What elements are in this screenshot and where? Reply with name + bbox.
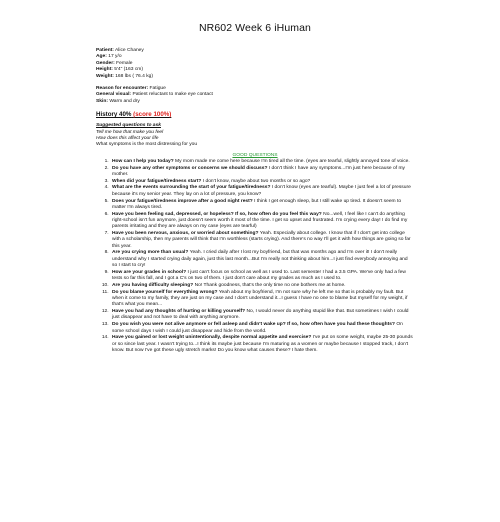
- answer-text: On some school days I wish I could just disappear and hide from the world.: [112, 322, 403, 334]
- question-item: [110, 166, 414, 179]
- answer-text: I don't know, maybe about two months or so ago?: [201, 178, 311, 184]
- info-label: Skin:: [96, 98, 108, 104]
- good-questions-heading: GOOD QUESTIONS: [232, 152, 278, 158]
- question-text: Have you been feeling sad, depressed, or hopeless? If so, how often do you feel this way?: [112, 211, 322, 217]
- question-item: [110, 309, 414, 322]
- suggested-questions-heading: Suggested questions to ask: [96, 123, 161, 129]
- answer-text: I just can't focus on school as well as I used to. Last semester I had a 3.5 GPA. We've only had a few tests so far this fall, and I got a C's on two of them. I just don't care about my grades as much as I used to.: [112, 269, 406, 282]
- answer-text: Yeah. I cried daily after I lost my boyfriend, but that was months ago and I'm over it! I don't really understand why I started crying daily again, just this last month...But I'm really not thinking about him...I just find everybody annoying and so I start to cry!: [112, 250, 408, 269]
- question-text: How can I help you today?: [112, 158, 174, 164]
- history-label: History 40%: [96, 111, 132, 119]
- question-text: Does your fatigue/tiredness improve after a good night rest?: [112, 198, 253, 204]
- info-value: Fatigue: [149, 86, 166, 92]
- question-item: [110, 322, 414, 335]
- info-row: [96, 99, 414, 105]
- info-label: Patient:: [96, 48, 114, 53]
- question-text: Do you have any other symptoms or concerns we should discuss?: [112, 165, 268, 171]
- question-item: [110, 199, 414, 212]
- document-page: [0, 22, 500, 522]
- question-text: What are the events surrounding the start of your fatigue/tiredness?: [112, 185, 271, 191]
- question-text: Have you had any thoughts of hurting or killing yourself?: [112, 309, 246, 315]
- info-value: 168 lbs ( 76.4 kg): [115, 73, 153, 79]
- question-item: [110, 270, 414, 283]
- info-value: Female: [116, 60, 133, 66]
- question-item: [110, 335, 414, 354]
- question-item: [110, 283, 414, 289]
- answer-text: No, I would never do anything stupid like that. But sometimes I wish I could just disappear and not have to deal with anything anymore.: [112, 309, 409, 321]
- question-text: Do you wish you were not alive anymore or fell asleep and didn't wake up? If so, how often have you had these thoughts?: [112, 322, 395, 328]
- info-label: Reason for encounter:: [96, 86, 149, 92]
- info-label: Weight:: [96, 73, 114, 79]
- info-label: Height:: [96, 67, 113, 73]
- question-item: [110, 231, 414, 250]
- info-label: General visual:: [96, 92, 132, 98]
- suggested-question: What symptoms is the most distressing for you: [96, 142, 198, 148]
- answer-text: My mom made me come here because I'm tired all the time. (eyes are tearful, slightly annoyed tone of voice.: [173, 158, 410, 164]
- info-value: 17 y/o: [108, 54, 122, 60]
- answer-text: Yeah. Especially about college. I know that if I don't get into college with a scholarship, then my parents will think that I'm worthless (starts crying). And there's no way I'll get it with how things are going so far this year.: [112, 231, 411, 249]
- question-text: Are you crying more than usual?: [112, 250, 189, 256]
- question-text: When did your fatigue/tiredness start?: [112, 178, 202, 184]
- suggested-question: Tell me how that make you feel: [96, 129, 164, 135]
- info-value: Warm and dry: [109, 98, 140, 104]
- question-list: [96, 159, 414, 354]
- answer-text: Yeah about my boyfriend, I'm not sure why he left me so that is probably my fault. But when it come to my family, they are just on my case and I don't understand it...I guess I have no one to blame but myself for my weight, if that's what you mean...: [112, 289, 408, 308]
- info-label: Age:: [96, 54, 107, 60]
- question-item: [110, 185, 414, 198]
- encounter-info: [96, 86, 414, 105]
- answer-text: I don't know (eyes are tearful). Maybe I just feel a lot of pressure because it's my senior year. They lay on a lot of pressure, you know?: [112, 185, 411, 197]
- question-text: Have you been nervous, anxious, or worried about something?: [112, 231, 259, 236]
- question-item: [110, 290, 414, 309]
- suggested-questions-list: [96, 130, 414, 149]
- question-text: How are your grades in school?: [112, 269, 187, 275]
- info-value: Patient reluctant to make eye contact: [132, 92, 213, 98]
- question-item: [110, 250, 414, 269]
- question-item: [110, 159, 414, 165]
- info-value: Alice Chaney: [115, 48, 144, 53]
- history-score: (score 100%): [133, 111, 172, 119]
- suggested-question: How does this affect your life: [96, 136, 159, 142]
- answer-text: I don't think I have any symptoms...I'm just here because of my mother.: [112, 165, 405, 177]
- info-label: Gender:: [96, 60, 115, 66]
- info-value: 5'4" (163 cm): [114, 67, 143, 73]
- answer-text: No...well, I feel like I can't do anything right-school isn't fun anymore, just doesn't seem worth it most of the time. I get so upset and frustrated. I'm crying every day! I do find my parents irritating and they are always on my case (eyes are tearful): [112, 211, 408, 230]
- answer-text: No! Thank goodness, that's the only time no one bothers me at home.: [193, 282, 346, 288]
- question-text: Do you blame yourself for everything wrong?: [112, 289, 218, 295]
- answer-text: I've put on some weight, maybe 25-30 pounds or so since last year. I wasn't trying to...I think its maybe just because I'm maturing as a women or maybe because I stopped track, I don't know. But now I've got these ugly stretch marks! Do you know what causes these? I hate them.: [112, 335, 413, 353]
- page-title: NR602 Week 6 iHuman: [198, 22, 311, 34]
- answer-text: I think I get enough sleep, but I still wake up tired. It doesn't seem to matter I'm always tired.: [112, 198, 402, 210]
- question-text: Have you gained or lost weight unintentionally, despite normal appetite and exercise?: [112, 335, 312, 341]
- question-item: [110, 212, 414, 231]
- patient-info: [96, 48, 414, 80]
- question-text: Are you having difficulty sleeping?: [112, 282, 194, 288]
- history-heading: [96, 111, 414, 118]
